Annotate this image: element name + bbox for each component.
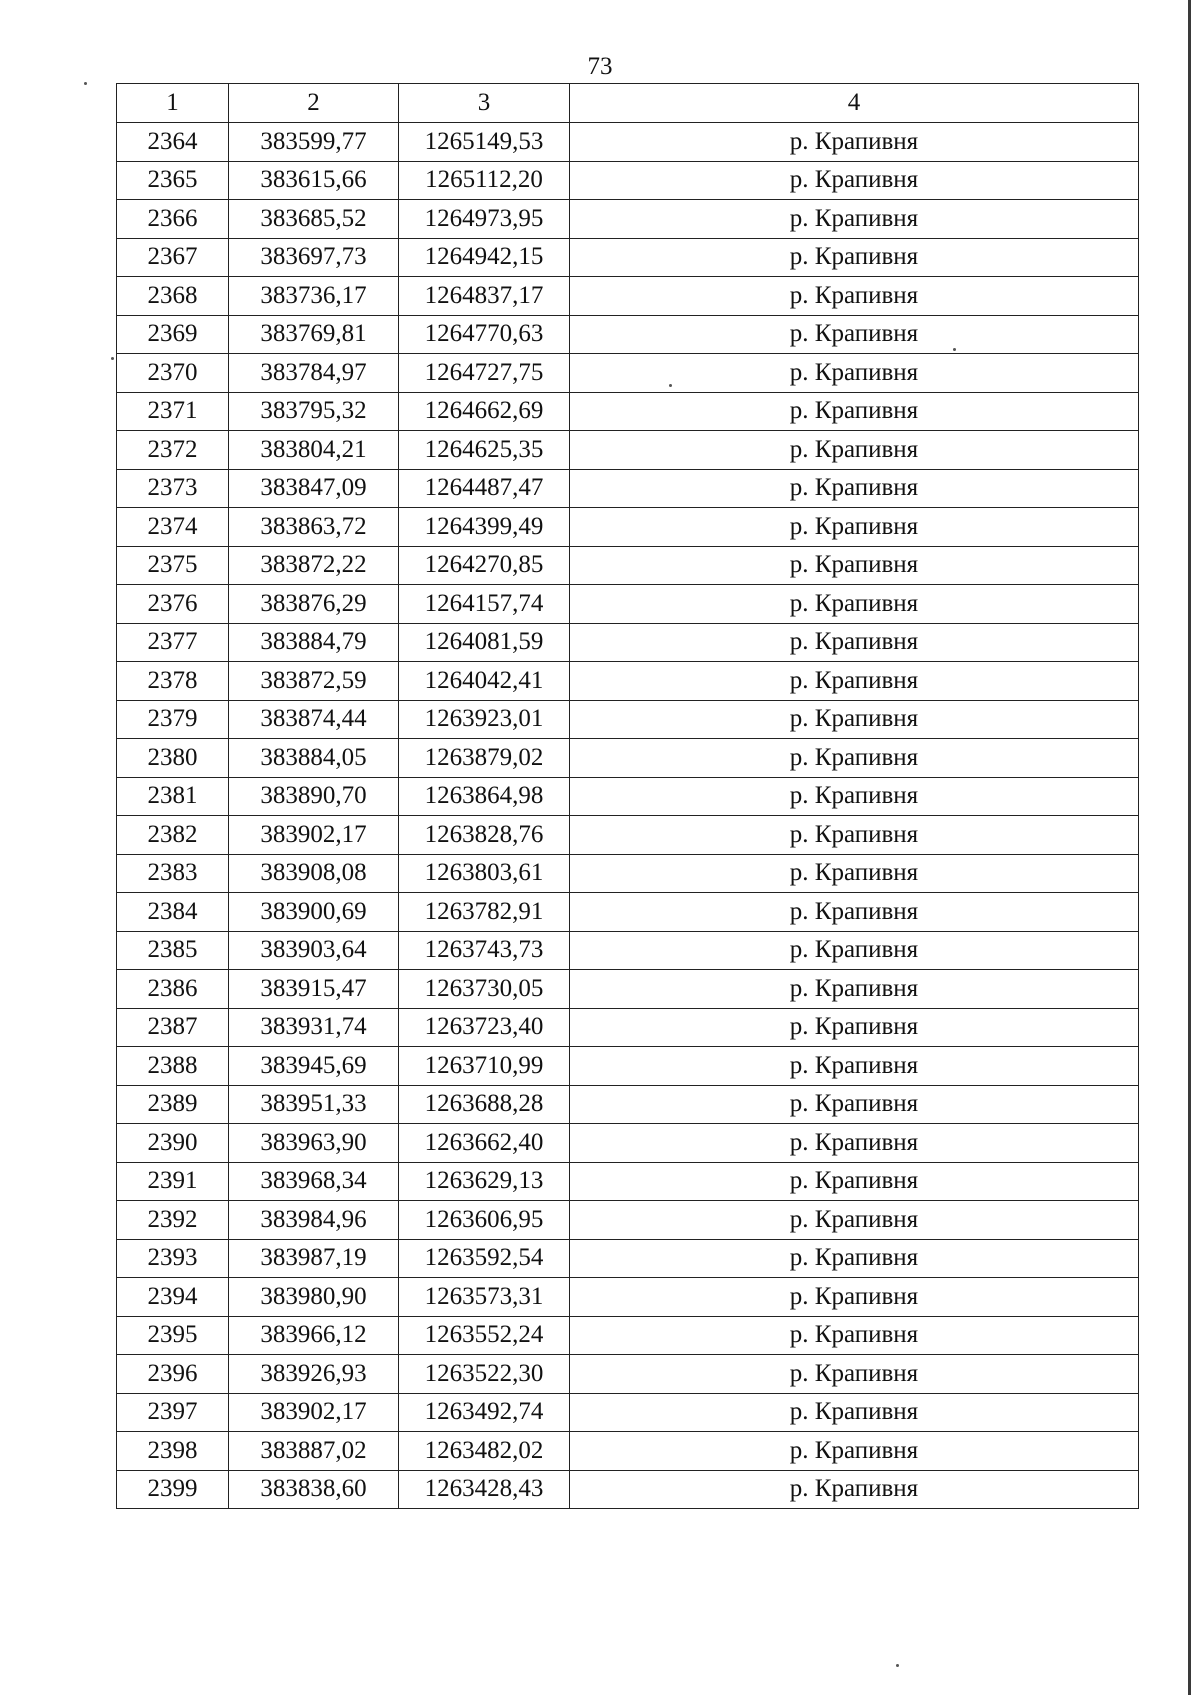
x-coordinate-cell: 383890,70 [229,777,399,816]
point-number-cell: 2392 [117,1201,229,1240]
point-number-cell: 2369 [117,315,229,354]
scan-speck [84,82,87,85]
header-col-3: 3 [399,84,570,123]
y-coordinate-cell: 1264837,17 [399,277,570,316]
table-row [117,315,1139,354]
point-number-cell: 2376 [117,585,229,624]
y-coordinate-cell: 1263662,40 [399,1124,570,1163]
scan-speck [111,357,114,360]
x-coordinate-cell: 383599,77 [229,123,399,162]
description-cell: р. Крапивня [570,1201,1139,1240]
x-coordinate-cell: 383887,02 [229,1432,399,1471]
x-coordinate-cell: 383884,05 [229,739,399,778]
table-row [117,854,1139,893]
description-cell: р. Крапивня [570,970,1139,1009]
x-coordinate-cell: 383784,97 [229,354,399,393]
y-coordinate-cell: 1263629,13 [399,1162,570,1201]
description-cell: р. Крапивня [570,200,1139,239]
point-number-cell: 2364 [117,123,229,162]
y-coordinate-cell: 1263592,54 [399,1239,570,1278]
header-col-2: 2 [229,84,399,123]
table-row [117,1047,1139,1086]
table-row [117,816,1139,855]
table-row [117,1432,1139,1471]
x-coordinate-cell: 383931,74 [229,1008,399,1047]
y-coordinate-cell: 1263710,99 [399,1047,570,1086]
point-number-cell: 2365 [117,161,229,200]
table-row [117,1124,1139,1163]
table-row [117,354,1139,393]
table-row [117,1008,1139,1047]
description-cell: р. Крапивня [570,277,1139,316]
point-number-cell: 2385 [117,931,229,970]
y-coordinate-cell: 1264662,69 [399,392,570,431]
y-coordinate-cell: 1264270,85 [399,546,570,585]
x-coordinate-cell: 383685,52 [229,200,399,239]
x-coordinate-cell: 383863,72 [229,508,399,547]
point-number-cell: 2396 [117,1355,229,1394]
description-cell: р. Крапивня [570,161,1139,200]
table-row [117,1316,1139,1355]
description-cell: р. Крапивня [570,1316,1139,1355]
x-coordinate-cell: 383915,47 [229,970,399,1009]
table-row [117,431,1139,470]
x-coordinate-cell: 383987,19 [229,1239,399,1278]
x-coordinate-cell: 383847,09 [229,469,399,508]
description-cell: р. Крапивня [570,662,1139,701]
x-coordinate-cell: 383951,33 [229,1085,399,1124]
table-row [117,893,1139,932]
y-coordinate-cell: 1263828,76 [399,816,570,855]
table-row [117,970,1139,1009]
point-number-cell: 2372 [117,431,229,470]
coordinates-table [116,83,1139,1509]
description-cell: р. Крапивня [570,1278,1139,1317]
point-number-cell: 2390 [117,1124,229,1163]
x-coordinate-cell: 383736,17 [229,277,399,316]
x-coordinate-cell: 383908,08 [229,854,399,893]
point-number-cell: 2377 [117,623,229,662]
table-row [117,546,1139,585]
point-number-cell: 2393 [117,1239,229,1278]
table-row [117,700,1139,739]
y-coordinate-cell: 1263803,61 [399,854,570,893]
x-coordinate-cell: 383874,44 [229,700,399,739]
page-number: 73 [587,53,613,80]
description-cell: р. Крапивня [570,816,1139,855]
description-cell: р. Крапивня [570,508,1139,547]
table-row [117,777,1139,816]
x-coordinate-cell: 383963,90 [229,1124,399,1163]
table-row [117,1085,1139,1124]
y-coordinate-cell: 1265112,20 [399,161,570,200]
table-row [117,623,1139,662]
table-row [117,277,1139,316]
x-coordinate-cell: 383902,17 [229,816,399,855]
y-coordinate-cell: 1264487,47 [399,469,570,508]
point-number-cell: 2370 [117,354,229,393]
point-number-cell: 2375 [117,546,229,585]
x-coordinate-cell: 383968,34 [229,1162,399,1201]
scan-speck [896,1664,899,1667]
table-row [117,931,1139,970]
x-coordinate-cell: 383872,59 [229,662,399,701]
table-row [117,508,1139,547]
description-cell: р. Крапивня [570,354,1139,393]
y-coordinate-cell: 1263864,98 [399,777,570,816]
table-row [117,392,1139,431]
table-header [117,84,1139,123]
point-number-cell: 2399 [117,1470,229,1509]
y-coordinate-cell: 1264157,74 [399,585,570,624]
table-row [117,1239,1139,1278]
table-row [117,200,1139,239]
point-number-cell: 2389 [117,1085,229,1124]
point-number-cell: 2391 [117,1162,229,1201]
table-row [117,1470,1139,1509]
description-cell: р. Крапивня [570,700,1139,739]
y-coordinate-cell: 1263723,40 [399,1008,570,1047]
x-coordinate-cell: 383945,69 [229,1047,399,1086]
description-cell: р. Крапивня [570,431,1139,470]
y-coordinate-cell: 1264727,75 [399,354,570,393]
table-row [117,123,1139,162]
y-coordinate-cell: 1264942,15 [399,238,570,277]
table-row [117,585,1139,624]
point-number-cell: 2381 [117,777,229,816]
description-cell: р. Крапивня [570,238,1139,277]
x-coordinate-cell: 383926,93 [229,1355,399,1394]
x-coordinate-cell: 383966,12 [229,1316,399,1355]
description-cell: р. Крапивня [570,315,1139,354]
scan-page-edge [1188,0,1191,1695]
table-row [117,238,1139,277]
description-cell: р. Крапивня [570,1470,1139,1509]
description-cell: р. Крапивня [570,931,1139,970]
y-coordinate-cell: 1264081,59 [399,623,570,662]
x-coordinate-cell: 383697,73 [229,238,399,277]
y-coordinate-cell: 1264770,63 [399,315,570,354]
y-coordinate-cell: 1263688,28 [399,1085,570,1124]
description-cell: р. Крапивня [570,1162,1139,1201]
point-number-cell: 2366 [117,200,229,239]
header-row [117,84,1139,123]
table-body [117,123,1139,1509]
description-cell: р. Крапивня [570,1432,1139,1471]
header-col-1: 1 [117,84,229,123]
point-number-cell: 2394 [117,1278,229,1317]
x-coordinate-cell: 383876,29 [229,585,399,624]
point-number-cell: 2395 [117,1316,229,1355]
y-coordinate-cell: 1263482,02 [399,1432,570,1471]
y-coordinate-cell: 1263573,31 [399,1278,570,1317]
x-coordinate-cell: 383804,21 [229,431,399,470]
description-cell: р. Крапивня [570,546,1139,585]
x-coordinate-cell: 383903,64 [229,931,399,970]
y-coordinate-cell: 1263606,95 [399,1201,570,1240]
y-coordinate-cell: 1263428,43 [399,1470,570,1509]
table-row [117,1278,1139,1317]
description-cell: р. Крапивня [570,469,1139,508]
y-coordinate-cell: 1263923,01 [399,700,570,739]
y-coordinate-cell: 1263522,30 [399,1355,570,1394]
point-number-cell: 2380 [117,739,229,778]
description-cell: р. Крапивня [570,392,1139,431]
y-coordinate-cell: 1263730,05 [399,970,570,1009]
scan-speck [669,384,672,387]
point-number-cell: 2378 [117,662,229,701]
description-cell: р. Крапивня [570,1355,1139,1394]
y-coordinate-cell: 1264042,41 [399,662,570,701]
x-coordinate-cell: 383900,69 [229,893,399,932]
description-cell: р. Крапивня [570,893,1139,932]
x-coordinate-cell: 383615,66 [229,161,399,200]
description-cell: р. Крапивня [570,854,1139,893]
point-number-cell: 2388 [117,1047,229,1086]
table-row [117,1393,1139,1432]
x-coordinate-cell: 383884,79 [229,623,399,662]
description-cell: р. Крапивня [570,1047,1139,1086]
description-cell: р. Крапивня [570,1008,1139,1047]
description-cell: р. Крапивня [570,623,1139,662]
x-coordinate-cell: 383872,22 [229,546,399,585]
x-coordinate-cell: 383902,17 [229,1393,399,1432]
description-cell: р. Крапивня [570,1085,1139,1124]
x-coordinate-cell: 383795,32 [229,392,399,431]
y-coordinate-cell: 1263552,24 [399,1316,570,1355]
description-cell: р. Крапивня [570,123,1139,162]
point-number-cell: 2397 [117,1393,229,1432]
y-coordinate-cell: 1265149,53 [399,123,570,162]
header-col-4: 4 [570,84,1139,123]
y-coordinate-cell: 1264399,49 [399,508,570,547]
y-coordinate-cell: 1263743,73 [399,931,570,970]
x-coordinate-cell: 383769,81 [229,315,399,354]
description-cell: р. Крапивня [570,1239,1139,1278]
table-row [117,1201,1139,1240]
description-cell: р. Крапивня [570,1124,1139,1163]
point-number-cell: 2398 [117,1432,229,1471]
description-cell: р. Крапивня [570,585,1139,624]
description-cell: р. Крапивня [570,777,1139,816]
description-cell: р. Крапивня [570,1393,1139,1432]
point-number-cell: 2383 [117,854,229,893]
table-row [117,469,1139,508]
point-number-cell: 2384 [117,893,229,932]
table-row [117,662,1139,701]
x-coordinate-cell: 383984,96 [229,1201,399,1240]
point-number-cell: 2379 [117,700,229,739]
point-number-cell: 2368 [117,277,229,316]
point-number-cell: 2382 [117,816,229,855]
point-number-cell: 2367 [117,238,229,277]
y-coordinate-cell: 1264625,35 [399,431,570,470]
y-coordinate-cell: 1263492,74 [399,1393,570,1432]
point-number-cell: 2387 [117,1008,229,1047]
x-coordinate-cell: 383980,90 [229,1278,399,1317]
scan-speck [953,348,956,351]
point-number-cell: 2374 [117,508,229,547]
x-coordinate-cell: 383838,60 [229,1470,399,1509]
table-row [117,1162,1139,1201]
y-coordinate-cell: 1264973,95 [399,200,570,239]
y-coordinate-cell: 1263879,02 [399,739,570,778]
point-number-cell: 2371 [117,392,229,431]
y-coordinate-cell: 1263782,91 [399,893,570,932]
table-row [117,161,1139,200]
table-row [117,739,1139,778]
table-row [117,1355,1139,1394]
point-number-cell: 2386 [117,970,229,1009]
description-cell: р. Крапивня [570,739,1139,778]
point-number-cell: 2373 [117,469,229,508]
